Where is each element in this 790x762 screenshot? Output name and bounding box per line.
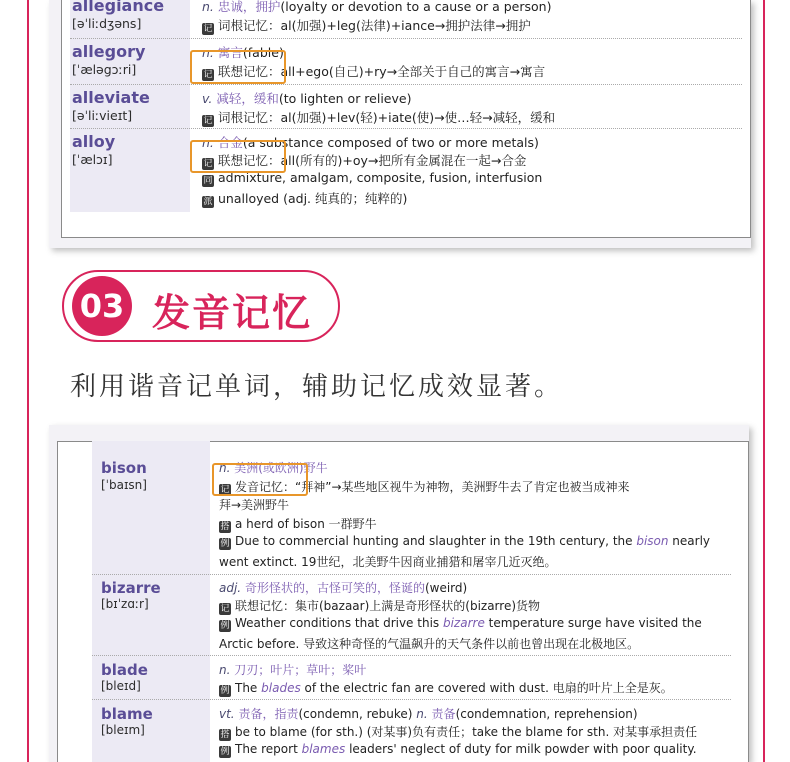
example-line: 例 The blades of the electric fan are covered with dust. 电扇的叶片上全是灰。 (220, 681, 673, 696)
definition-line: vt. 责备，指责(condemn, rebuke) n. 责备(condemnation, reprehension) (219, 707, 638, 721)
memory-line: 记 联想记忆：all(所有的)+oy→把所有金属混在一起→合金 (203, 153, 527, 169)
highlight-box-bison (212, 463, 308, 496)
memory-line-cont: 拜→美洲野牛 (219, 498, 290, 512)
phonetic: [bleɪm] (101, 723, 145, 737)
example-line: 例 Weather conditions that drive this bizarre temperature surge have visited the (220, 616, 702, 631)
highlight-box-alloy (190, 140, 286, 173)
memory-line: 记 联想记忆：集市(bazaar)上满是奇形怪状的(bizarre)货物 (220, 599, 541, 614)
example-line: 例 The report blames leaders' neglect of duty for milk powder with poor quality. (220, 742, 697, 757)
headword: alleviate (72, 88, 150, 107)
phonetic: [əˈliːdʒəns] (72, 16, 142, 31)
phonetic: [ˈæləgɔːri] (72, 62, 137, 77)
definition-line: v. 减轻，缓和(to lighten or relieve) (202, 91, 412, 106)
derivative-line: 派 unalloyed (adj. 纯真的；纯粹的) (203, 191, 408, 207)
section-title: 发音记忆 (152, 291, 313, 335)
synonym-tag-icon: 同 (203, 176, 213, 186)
divider (70, 84, 742, 85)
bottom-book-page (49, 425, 749, 762)
top-book-page (49, 0, 751, 248)
memory-tag-icon: 记 (203, 116, 213, 126)
definition-line: adj. 奇形怪状的，古怪可笑的，怪诞的(weird) (219, 581, 468, 595)
example-tag-icon: 例 (220, 539, 230, 549)
divider (70, 128, 742, 129)
right-border-line (763, 0, 765, 762)
headword: allegiance (72, 0, 165, 15)
memory-tag-icon: 记 (220, 485, 230, 495)
derivative-tag-icon: 派 (203, 197, 213, 207)
memory-tag-icon: 记 (203, 70, 213, 80)
memory-line: 记 发音记忆：“拜神”→某些地区视牛为神物，美洲野牛去了肯定也被当成神来 (220, 480, 630, 495)
phonetic: [bɪˈzɑːr] (101, 597, 149, 611)
example-line-cont: went extinct. 19世纪，北美野牛因商业捕猎和屠宰几近灭绝。 (219, 555, 557, 569)
top-page-inner (61, 0, 751, 238)
definition-line: n. 寓言(fable) (202, 45, 284, 60)
example-line-cont: Arctic before. 导致这种奇怪的气温飙升的天气条件以前也曾出现在北极地区。 (219, 637, 640, 651)
example-tag-icon: 例 (220, 747, 230, 757)
headword: bizarre (101, 579, 161, 597)
section-subtitle: 利用谐音记单词，辅助记忆成效显著。 (70, 372, 564, 402)
example-line: 例 Due to commercial hunting and slaughter in the 19th century, the bison nearly (220, 534, 711, 549)
phonetic: [əˈliːvieɪt] (72, 108, 133, 123)
headword: bison (101, 459, 147, 477)
headword: blame (101, 705, 153, 723)
memory-line: 记 词根记忆：al(加强)+leg(法律)+iance→拥护法律→拥护 (203, 18, 531, 34)
definition-line: n. 刀刃；叶片；草叶；桨叶 (219, 663, 367, 677)
example-tag-icon: 例 (220, 621, 230, 631)
definition-line: n. 合金(a substance composed of two or more metals) (202, 135, 539, 150)
headword: blade (101, 661, 148, 679)
definition-line: n. 忠诚，拥护(loyalty or devotion to a cause or a person) (202, 0, 552, 14)
phrase-line: 搭 a herd of bison 一群野牛 (220, 517, 377, 532)
memory-tag-icon: 记 (220, 604, 230, 614)
divider (70, 38, 742, 39)
left-border-line (27, 0, 29, 762)
example-tag-icon: 例 (220, 686, 230, 696)
divider (92, 655, 731, 656)
headword: alloy (72, 132, 116, 151)
highlight-box-allegory (190, 50, 286, 84)
synonym-line: 同 admixture, amalgam, composite, fusion, interfusion (203, 170, 543, 186)
section-number-badge: 03 (72, 276, 132, 336)
memory-tag-icon: 记 (203, 159, 213, 169)
phonetic: [ˈælɔɪ] (72, 152, 113, 167)
definition-line: n. 美洲(或欧洲)野牛 (219, 461, 328, 475)
divider (92, 699, 731, 700)
memory-line: 记 词根记忆：al(加强)+lev(轻)+iate(使)→使…轻→减轻，缓和 (203, 110, 556, 126)
phonetic: [bleɪd] (101, 679, 141, 693)
phrase-tag-icon: 搭 (220, 522, 230, 532)
headword: allegory (72, 42, 146, 61)
memory-tag-icon: 记 (203, 24, 213, 34)
phrase-line: 搭 be to blame (for sth.) (对某事)负有责任；take the blame for sth. 对某事承担责任 (220, 725, 698, 740)
memory-line: 记 联想记忆：all+ego(自己)+ry→全部关于自己的寓言→寓言 (203, 64, 546, 80)
divider (92, 574, 731, 575)
phonetic: [ˈbaɪsn] (101, 478, 147, 492)
phrase-tag-icon: 搭 (220, 730, 230, 740)
